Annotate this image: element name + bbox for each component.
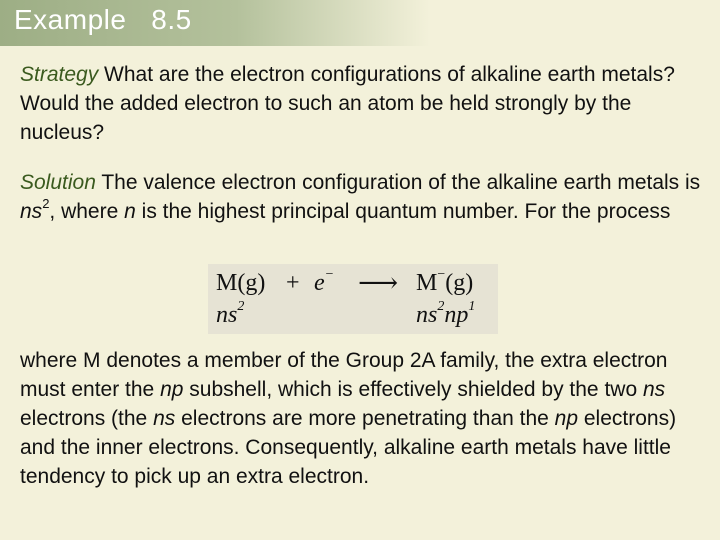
solution-ns: ns (20, 200, 43, 223)
closing-np-1: np (160, 378, 184, 401)
title-bar (0, 0, 430, 46)
closing-ns-2: ns (153, 407, 176, 430)
solution-text-2: , where (49, 200, 125, 223)
solution-label: Solution (20, 171, 96, 194)
equation-reactant-config (216, 299, 245, 329)
equation-reactant-config-sup: 2 (237, 299, 245, 314)
strategy-text: What are the electron configurations of alkaline earth metals? Would the added electron to such an atom be held strongly by the nucleus? (20, 63, 675, 144)
closing-text-3: electrons (the (20, 407, 154, 430)
equation-product (416, 267, 474, 297)
equation-electron-symbol: e (314, 270, 325, 296)
closing-text-5: electrons) and the inner electrons. Consequently, alkaline earth metals have little tendency to pick up an extra electron. (20, 407, 677, 488)
equation-arrow: ⟶ (358, 268, 399, 299)
closing-np-2: np (554, 407, 579, 430)
solution-paragraph (20, 168, 710, 226)
equation-image (208, 264, 498, 334)
equation-product-symbol: M (416, 270, 438, 296)
equation-product-charge: − (437, 267, 446, 282)
closing-text-1: where M denotes a member of the Group 2A family, the extra electron must enter the (20, 349, 668, 401)
closing-paragraph (20, 346, 710, 491)
equation-product-config (416, 299, 476, 329)
equation-electron-charge: − (324, 267, 335, 282)
solution-n: n (124, 200, 136, 223)
strategy-paragraph (20, 60, 710, 147)
equation-product-config-ns-sup: 2 (437, 299, 445, 314)
strategy-label: Strategy (20, 63, 99, 86)
equation-electron (314, 267, 335, 297)
solution-text-1: The valence electron configuration of the alkaline earth metals is (95, 171, 701, 194)
equation-plus: + (286, 270, 300, 296)
solution-text-3: is the highest principal quantum number. For the process (135, 200, 671, 223)
equation-reactant-config-ns: ns (216, 302, 238, 328)
equation-product-config-np-sup: 1 (468, 299, 476, 314)
equation-product-state: (g) (445, 270, 474, 296)
equation-product-config-ns: ns (416, 302, 438, 328)
solution-ns-superscript: 2 (42, 196, 50, 211)
page-title: Example 8.5 (14, 4, 192, 35)
closing-text-4: electrons are more penetrating than the (175, 407, 555, 430)
equation-product-config-np: np (444, 302, 469, 328)
closing-text-2: subshell, which is effectively shielded by the two (183, 378, 643, 401)
closing-ns-1: ns (642, 378, 666, 401)
equation-reactant: M(g) (216, 270, 266, 296)
